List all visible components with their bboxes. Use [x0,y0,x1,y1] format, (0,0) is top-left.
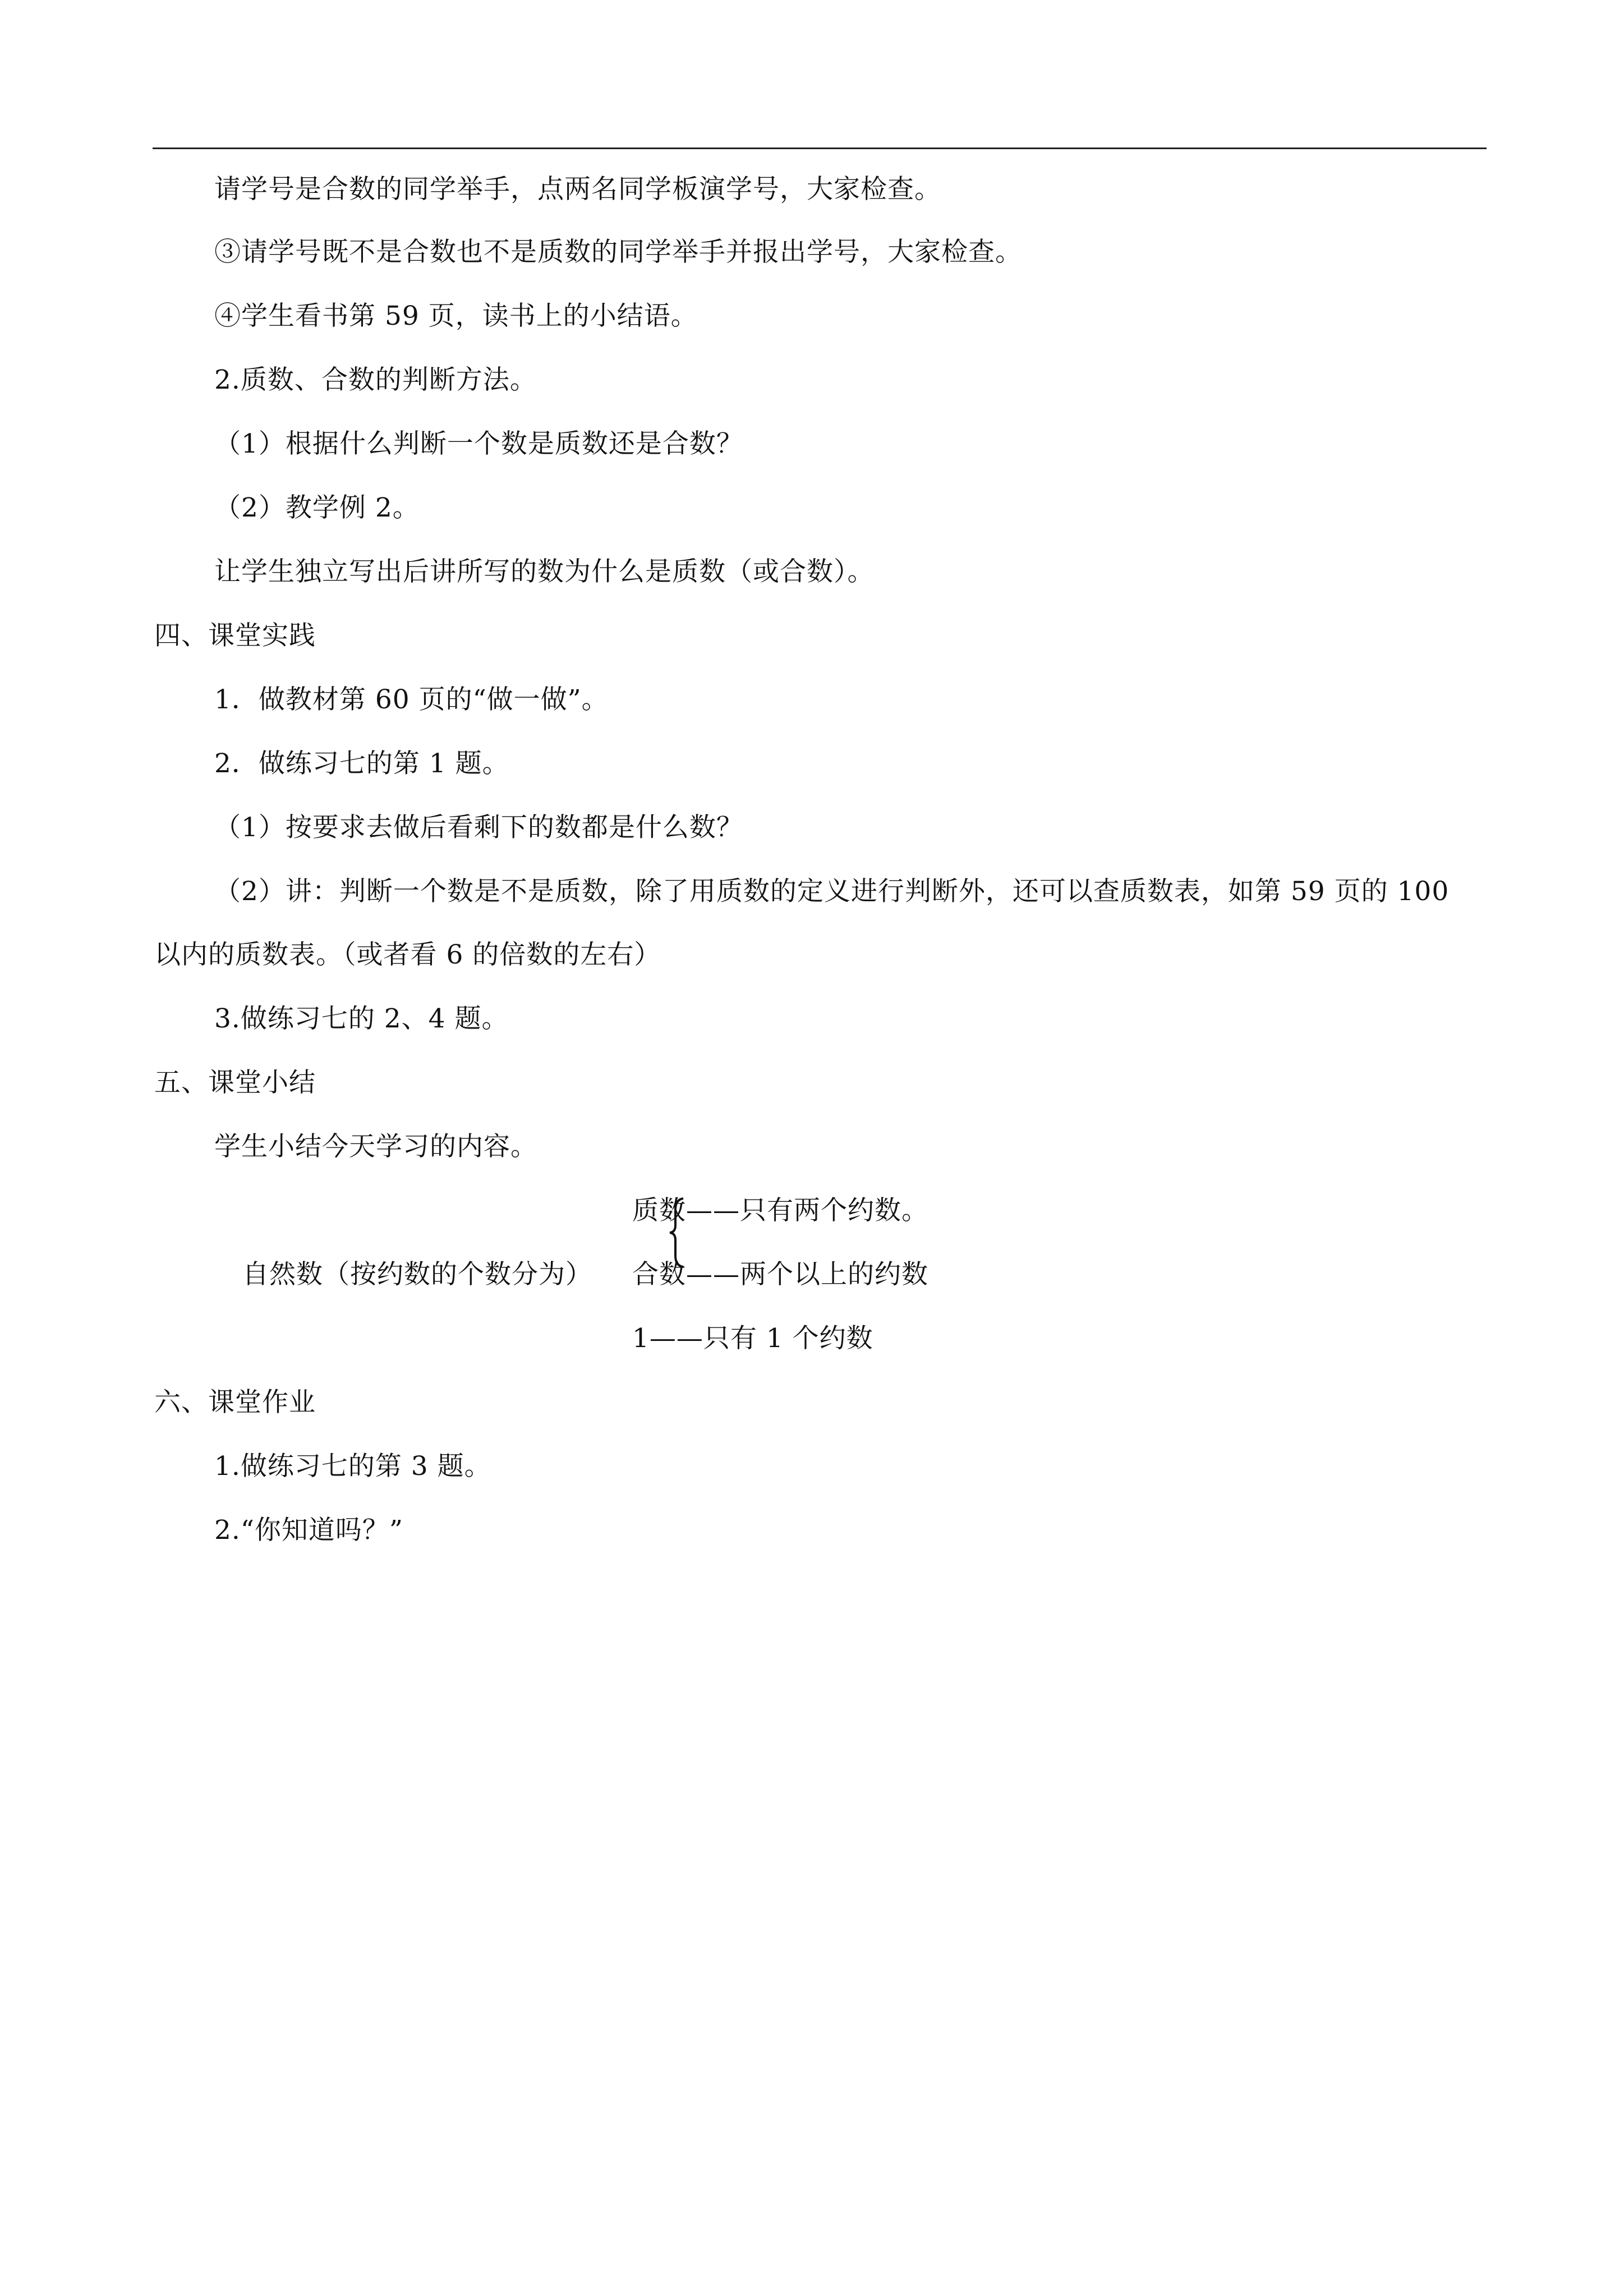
paragraph: （1）按要求去做后看剩下的数都是什么数？ [214,812,743,843]
brace-icon [666,1196,689,1269]
summary-composite: 合数——两个以上的约数 [632,1259,928,1290]
paragraph: （1）根据什么判断一个数是质数还是合数？ [214,428,743,459]
paragraph: 2.质数、合数的判断方法。 [214,365,537,395]
paragraph: 以内的质数表。（或者看 6 的倍数的左右） [154,939,661,970]
paragraph: （2）讲：判断一个数是不是质数，除了用质数的定义进行判断外，还可以查质数表，如第 59 页的 100 [214,876,1450,907]
summary-prime: 质数——只有两个约数。 [632,1195,928,1226]
section-heading: 五、课堂小结 [154,1067,316,1098]
paragraph: 学生小结今天学习的内容。 [214,1131,537,1162]
section-heading: 四、课堂实践 [154,620,316,651]
paragraph: ④学生看书第 59 页，读书上的小结语。 [214,301,698,331]
summary-natural-numbers: 自然数（按约数的个数分为） [242,1259,592,1290]
paragraph: （2）教学例 2。 [214,492,420,523]
paragraph: 2.“你知道吗？” [214,1515,403,1546]
paragraph: 1.做练习七的第 3 题。 [214,1451,491,1482]
summary-one: 1——只有 1 个约数 [632,1323,873,1354]
paragraph: 1．做教材第 60 页的“做一做”。 [214,684,609,715]
header-rule [153,147,1487,149]
paragraph: 2．做练习七的第 1 题。 [214,748,509,779]
paragraph: 让学生独立写出后讲所写的数为什么是质数（或合数）。 [214,556,875,587]
section-heading: 六、课堂作业 [154,1387,316,1418]
paragraph: 请学号是合数的同学举手，点两名同学板演学号，大家检查。 [214,174,941,205]
paragraph: 3.做练习七的 2、4 题。 [214,1003,509,1034]
paragraph: ③请学号既不是合数也不是质数的同学举手并报出学号，大家检查。 [214,237,1022,268]
